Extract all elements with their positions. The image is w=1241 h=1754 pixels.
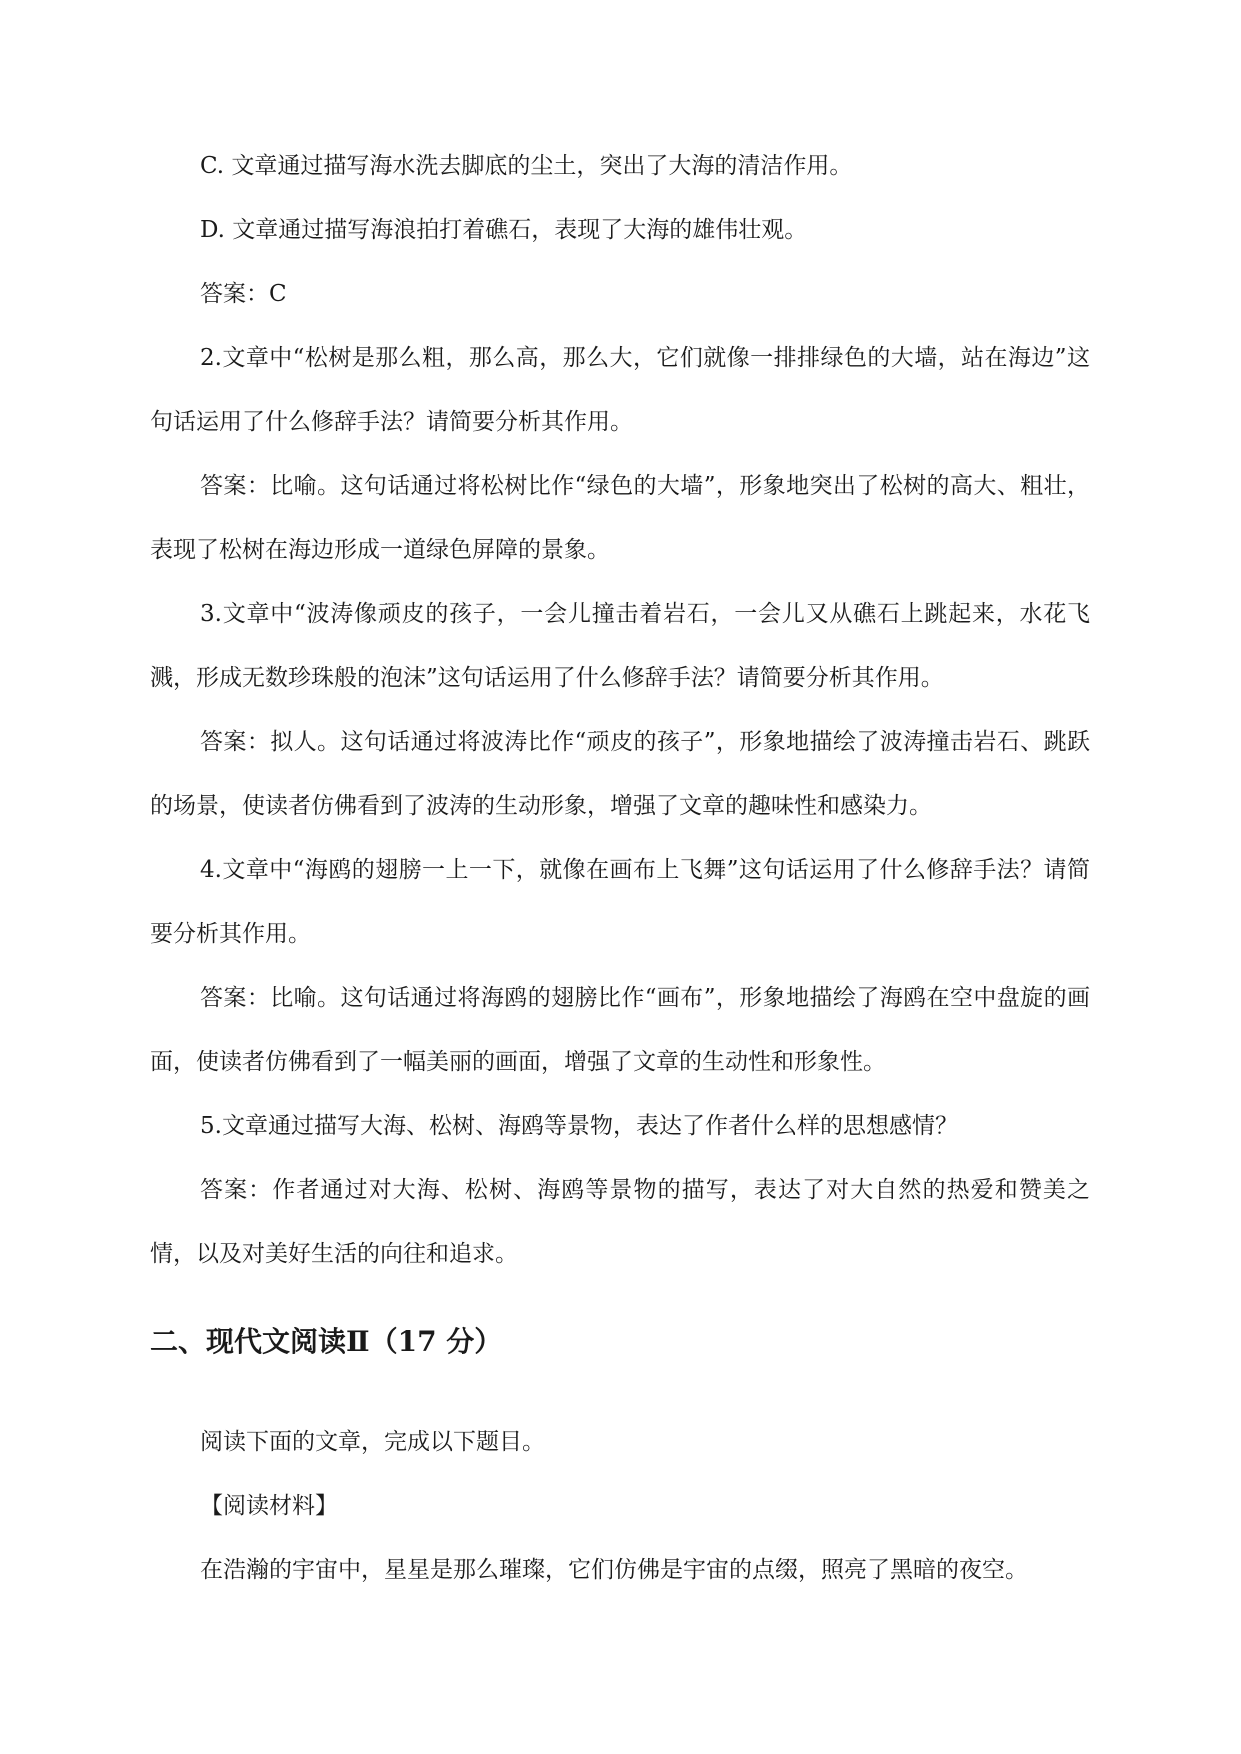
answer-4: 答案：比喻。这句话通过将海鸥的翅膀比作“画布”，形象地描绘了海鸥在空中盘旋的画面，使读者仿佛看到了一幅美丽的画面，增强了文章的生动性和形象性。 (150, 985, 1090, 1075)
section-heading: 二、现代文阅读Ⅱ（17 分） (150, 1325, 503, 1358)
option-d: D. 文章通过描写海浪拍打着礁石，表现了大海的雄伟壮观。 (200, 217, 808, 243)
question-4: 4.文章中“海鸥的翅膀一上一下，就像在画布上飞舞”这句话运用了什么修辞手法？请简要分析其作用。 (150, 857, 1090, 947)
question-2: 2.文章中“松树是那么粗，那么高，那么大，它们就像一排排绿色的大墙，站在海边”这句话运用了什么修辞手法？请简要分析其作用。 (150, 345, 1090, 435)
answer-5: 答案：作者通过对大海、松树、海鸥等景物的描写，表达了对大自然的热爱和赞美之情，以及对美好生活的向往和追求。 (150, 1177, 1090, 1267)
reading-material-label: 【阅读材料】 (200, 1493, 338, 1519)
question-3: 3.文章中“波涛像顽皮的孩子，一会儿撞击着岩石，一会儿又从礁石上跳起来，水花飞溅，形成无数珍珠般的泡沫”这句话运用了什么修辞手法？请简要分析其作用。 (150, 601, 1090, 691)
reading-material-text: 在浩瀚的宇宙中，星星是那么璀璨，它们仿佛是宇宙的点缀，照亮了黑暗的夜空。 (200, 1557, 1028, 1583)
question-5: 5.文章通过描写大海、松树、海鸥等景物，表达了作者什么样的思想感情？ (200, 1113, 958, 1139)
section-instruction: 阅读下面的文章，完成以下题目。 (200, 1429, 545, 1455)
answer-3: 答案：拟人。这句话通过将波涛比作“顽皮的孩子”，形象地描绘了波涛撞击岩石、跳跃的场景，使读者仿佛看到了波涛的生动形象，增强了文章的趣味性和感染力。 (150, 729, 1090, 819)
option-c: C. 文章通过描写海水洗去脚底的尘土，突出了大海的清洁作用。 (200, 153, 853, 179)
answer-1: 答案：C (200, 281, 287, 307)
answer-2: 答案：比喻。这句话通过将松树比作“绿色的大墙”，形象地突出了松树的高大、粗壮，表现了松树在海边形成一道绿色屏障的景象。 (150, 473, 1090, 563)
